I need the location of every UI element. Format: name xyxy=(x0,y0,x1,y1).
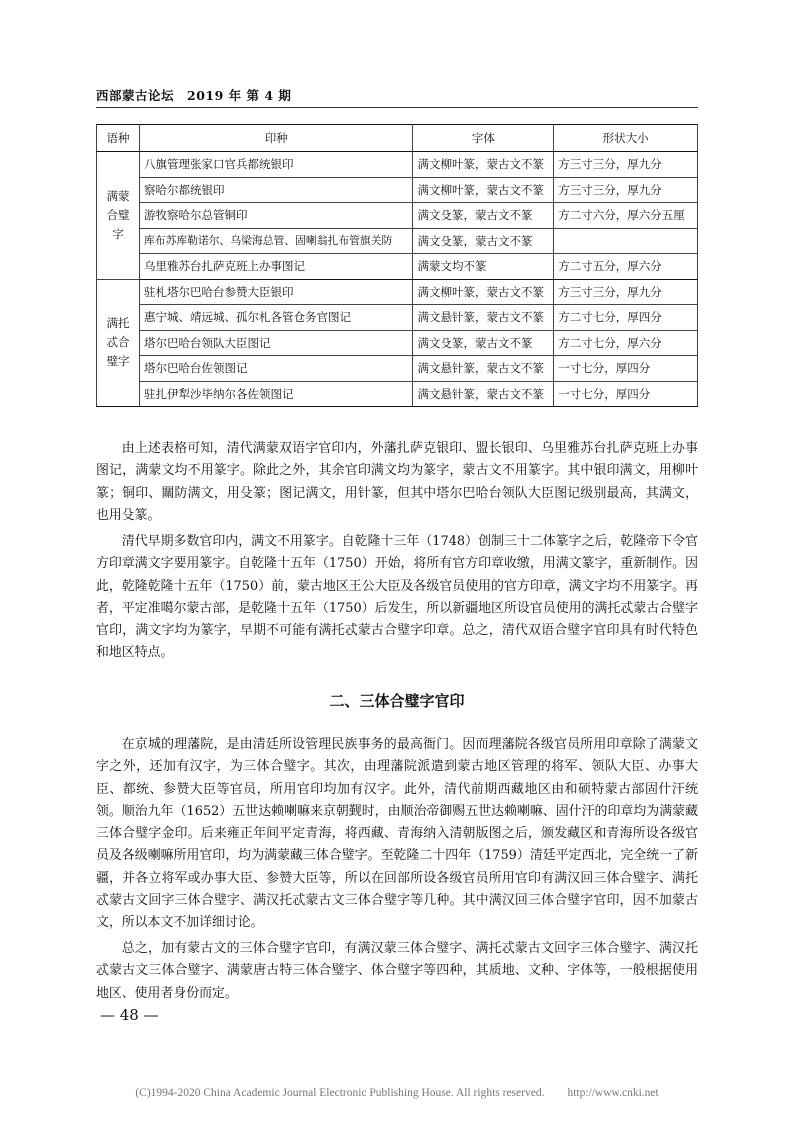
group-label-text: 满蒙合璧字 xyxy=(106,188,130,241)
table-row xyxy=(97,381,698,407)
font-cell: 满文悬针篆，蒙古文不篆 xyxy=(413,305,554,331)
size-cell: 一寸七分，厚四分 xyxy=(554,356,698,382)
seal-name-cell: 惠宁城、靖远城、孤尔札各管仓务官图记 xyxy=(139,305,412,331)
size-cell: 方二寸六分，厚六分五厘 xyxy=(554,203,698,229)
column-header-font: 字体 xyxy=(413,125,554,152)
seal-name-cell: 塔尔巴哈台佐领图记 xyxy=(139,356,412,382)
table-row xyxy=(97,152,698,178)
seal-name-cell: 驻札塔尔巴哈台参赞大臣银印 xyxy=(139,279,412,305)
font-cell: 满文殳篆，蒙古文不篆 xyxy=(413,203,554,229)
table-row xyxy=(97,254,698,280)
table-row xyxy=(97,203,698,229)
column-header-language: 语种 xyxy=(97,125,140,152)
seal-name-cell: 塔尔巴哈台领队大臣图记 xyxy=(139,330,412,356)
seal-name-cell: 游牧察哈尔总管铜印 xyxy=(139,203,412,229)
table-row xyxy=(97,279,698,305)
font-cell: 满文殳篆，蒙古文不篆 xyxy=(413,228,554,254)
font-cell: 满文悬针篆，蒙古文不篆 xyxy=(413,381,554,407)
running-header: 西部蒙古论坛 2019 年 第 4 期 xyxy=(96,88,292,103)
column-header-shape-size: 形状大小 xyxy=(554,125,698,152)
table-row xyxy=(97,305,698,331)
header-rule xyxy=(96,107,698,108)
font-cell: 满文柳叶篆，蒙古文不篆 xyxy=(413,152,554,178)
seal-name-cell: 库布苏库勒诺尔、乌梁海总管、固喇翁扎布管旗关防 xyxy=(139,228,412,254)
font-cell: 满文柳叶篆，蒙古文不篆 xyxy=(413,177,554,203)
section-heading: 二、三体合璧字官印 xyxy=(329,692,465,710)
column-header-seal-type: 印种 xyxy=(139,125,412,152)
copyright-footer: (C)1994-2020 China Academic Journal Electronic Publishing House. All rights reserved. http://www.cnki.net xyxy=(135,1087,659,1099)
paragraph-conclusion: 总之，加有蒙古文的三体合璧字官印，有满汉蒙三体合璧字、满托忒蒙古文回字三体合璧字、满汉托忒蒙古文三体合璧字、满蒙唐古特三体合璧字、体合璧字等四种，其质地、文种、字体等，一般根据使用地区、使用者身份而定。 xyxy=(96,941,698,1001)
seal-table xyxy=(96,124,698,407)
seal-name-cell: 驻扎伊犁沙毕纳尔各佐领图记 xyxy=(139,381,412,407)
size-cell xyxy=(554,228,698,254)
font-cell: 满文殳篆，蒙古文不篆 xyxy=(413,330,554,356)
group-label-manchu-mongol xyxy=(97,152,140,280)
size-cell: 方三寸三分，厚九分 xyxy=(554,279,698,305)
paragraph-early-qing-seals: 清代早期多数官印内，满文不用篆字。自乾隆十三年（1748）创制三十二体篆字之后，乾隆帝下令官方印章满文字要用篆字。自乾隆十五年（1750）开始，将所有官方印章收缴，用满文篆字，重新制作。因此，乾隆乾隆十五年（1750）前，蒙古地区王公大臣及各级官员使用的官方印章，满文字均不用篆字。再者，平定准噶尔蒙古部，是乾隆十五年（1750）后发生，所以新疆地区所设官员使用的满托忒蒙古合璧字官印，满文字均为篆字，早期不可能有满托忒蒙古合璧字印章。总之，清代双语合璧字官印具有时代特色和地区特点。 xyxy=(96,534,698,661)
table-header-row xyxy=(97,125,698,152)
table-row xyxy=(97,228,698,254)
font-cell: 满蒙文均不篆 xyxy=(413,254,554,280)
font-cell: 满文柳叶篆，蒙古文不篆 xyxy=(413,279,554,305)
size-cell: 方二寸七分，厚六分 xyxy=(554,330,698,356)
size-cell: 方二寸五分，厚六分 xyxy=(554,254,698,280)
paragraph-lifanyuan: 在京城的理藩院，是由清廷所设管理民族事务的最高衙门。因而理藩院各级官员所用印章除了满蒙文字之外，还加有汉字，为三体合璧字。其次，由理藩院派遣到蒙古地区管理的将军、领队大臣、办事大臣、都统、参赞大臣等官员，所用官印均加有汉字。此外，清代前期西藏地区由和硕特蒙古部固什汗统领。顺治九年（1652）五世达赖喇嘛来京朝觐时，由顺治帝御赐五世达赖喇嘛、固什汗的印章均为满蒙藏三体合璧字金印。后来雍正年间平定青海，将西藏、青海纳入清朝版图之后，颁发藏区和青海所设各级官员及各级喇嘛所用官印，均为满蒙藏三体合璧字。至乾隆二十四年（1759）清廷平定西北，完全统一了新疆，并各立将军或办事大臣、参赞大臣等，所以在回部所设各级官员所用官印有满汉回三体合璧字、满托忒蒙古文回字三体合璧字、满汉托忒蒙古文三体合璧字等几种。其中满汉回三体合璧字官印，因不加蒙古文，所以本文不加详细讨论。 xyxy=(96,737,698,931)
seal-name-cell: 察哈尔都统银印 xyxy=(139,177,412,203)
table-row xyxy=(97,177,698,203)
page-number: — 48 — xyxy=(100,1006,159,1024)
size-cell: 方三寸三分，厚九分 xyxy=(554,177,698,203)
paragraph-table-summary: 由上述表格可知，清代满蒙双语字官印内，外藩扎萨克银印、盟长银印、乌里雅苏台扎萨克班上办事图记，满蒙文均不用篆字。除此之外，其余官印满文均为篆字，蒙古文不用篆字。其中银印满文，用柳叶篆；铜印、關防满文，用殳篆；图记满文，用针篆，但其中塔尔巴哈台领队大臣图记级别最高，其满文，也用殳篆。 xyxy=(96,441,698,523)
group-label-text: 满托忒合璧字 xyxy=(106,316,130,369)
size-cell: 方三寸三分，厚九分 xyxy=(554,152,698,178)
size-cell: 方二寸七分，厚四分 xyxy=(554,305,698,331)
group-label-manchu-todo xyxy=(97,279,140,407)
table-row xyxy=(97,330,698,356)
seal-name-cell: 八旗管理张家口官兵都统银印 xyxy=(139,152,412,178)
font-cell: 满文悬针篆，蒙古文不篆 xyxy=(413,356,554,382)
seal-name-cell: 乌里雅苏台扎萨克班上办事图记 xyxy=(139,254,412,280)
size-cell: 一寸七分，厚四分 xyxy=(554,381,698,407)
table-row xyxy=(97,356,698,382)
